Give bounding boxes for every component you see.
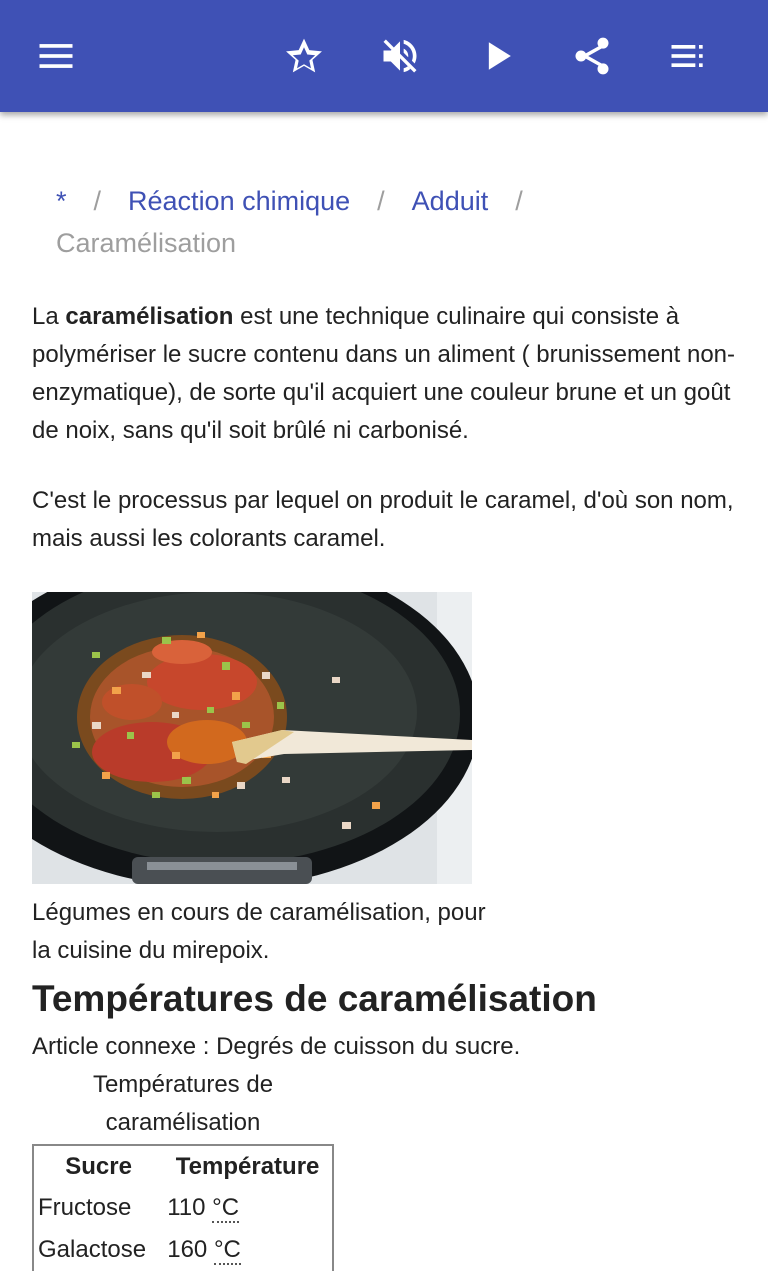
figure-caption: Légumes en cours de caramélisation, pour la cuisine du mirepoix. — [32, 899, 486, 964]
breadcrumb — [56, 180, 736, 264]
intro-text-rest: est une technique culinaire qui consiste à polymériser le sucre contenu dans un aliment ( brunissement non-enzymatique), de sorte qu'il acquiert une couleur brune et un goût de noix, sans qu'il soit brûlé ni carbonisé. — [32, 303, 736, 444]
section-title: Températures de caramélisation — [32, 978, 597, 1019]
breadcrumb-item-adduit[interactable]: Adduit — [411, 186, 489, 216]
related-article-link[interactable]: Article connexe : Degrés de cuisson du sucre. — [32, 1033, 521, 1060]
play-button[interactable] — [466, 24, 530, 88]
share-button[interactable] — [560, 24, 624, 88]
column-header-sucre: Sucre — [65, 1152, 132, 1180]
star-outline-icon — [282, 34, 326, 78]
temperature-value: 160 — [167, 1236, 208, 1263]
caramelization-photo[interactable] — [32, 592, 472, 884]
celsius-unit-link[interactable]: °C — [213, 1236, 241, 1263]
table-header-row — [33, 1145, 333, 1187]
menu-button[interactable] — [24, 24, 88, 88]
mute-button[interactable] — [368, 24, 432, 88]
table-row — [33, 1187, 333, 1229]
list-icon — [666, 34, 710, 78]
breadcrumb-separator: / — [93, 186, 102, 216]
intro-term: caramélisation — [65, 303, 234, 330]
temperature-value: 110 — [167, 1194, 206, 1221]
table-of-contents-button[interactable] — [656, 24, 720, 88]
temperature-cell — [163, 1229, 333, 1271]
intro-text-start: La — [32, 303, 66, 330]
share-icon — [570, 34, 614, 78]
sugar-cell: Fructose — [38, 1194, 132, 1221]
intro-paragraph — [32, 298, 742, 450]
second-paragraph: C'est le processus par lequel on produit le caramel, d'où son nom, mais aussi les colorants caramel. — [32, 487, 734, 552]
play-icon — [476, 34, 520, 78]
bookmark-button[interactable] — [272, 24, 336, 88]
breadcrumb-home[interactable]: * — [56, 186, 67, 216]
pan-with-vegetables-image — [32, 592, 472, 884]
column-header-temperature: Température — [175, 1152, 320, 1180]
breadcrumb-separator: / — [515, 186, 523, 216]
breadcrumb-item-reaction-chimique[interactable]: Réaction chimique — [128, 186, 351, 216]
table-caption: Températures de caramélisation — [92, 1071, 274, 1136]
table-row — [33, 1229, 333, 1271]
breadcrumb-separator: / — [377, 186, 385, 216]
app-bar — [0, 0, 768, 112]
breadcrumb-current: Caramélisation — [56, 228, 237, 258]
hamburger-menu-icon — [34, 34, 78, 78]
caramelization-temperatures-table — [32, 1144, 334, 1271]
temperature-cell — [163, 1187, 333, 1229]
celsius-unit-link[interactable]: °C — [212, 1194, 240, 1221]
volume-off-icon — [378, 34, 422, 78]
sugar-cell: Galactose — [38, 1236, 147, 1263]
